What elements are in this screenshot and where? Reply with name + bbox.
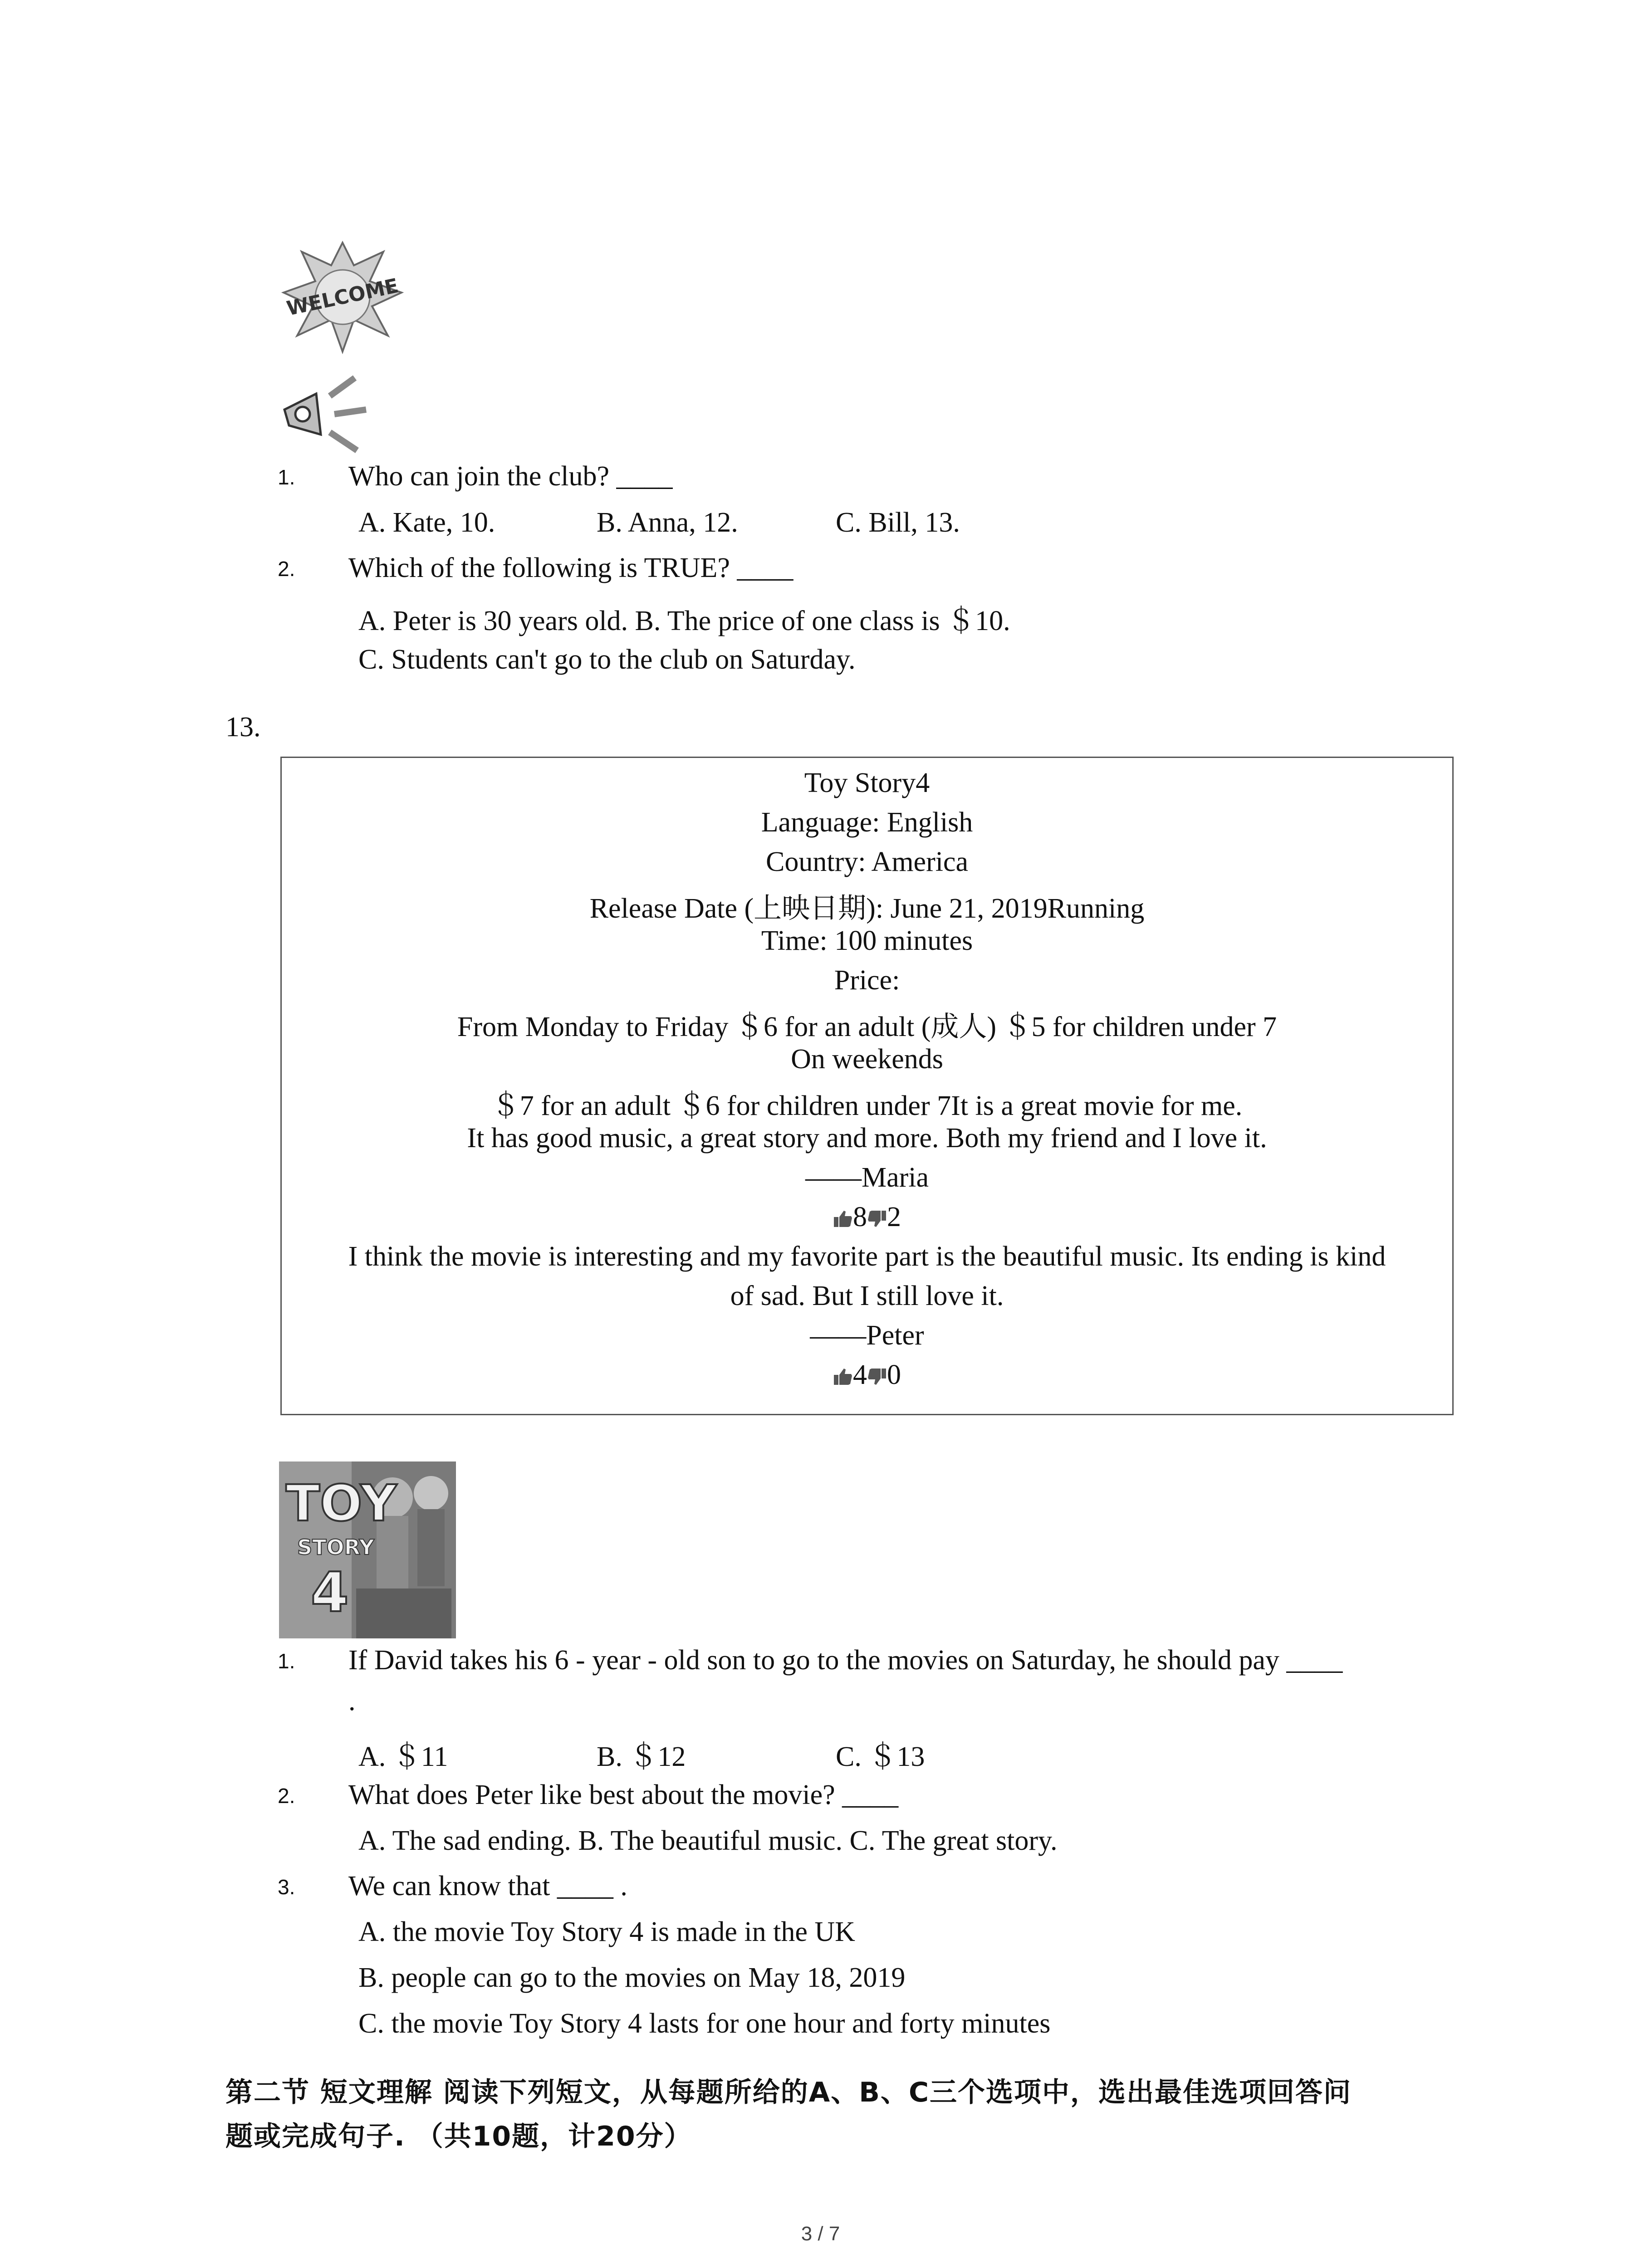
question-number: 3. — [278, 1875, 295, 1899]
movie-language: Language: English — [761, 807, 973, 838]
toy-story-poster — [279, 1461, 456, 1638]
question-text: Which of the following is TRUE? ____ — [348, 552, 794, 583]
price-heading: Price: — [834, 965, 900, 996]
upvote-count: 8 — [853, 1202, 867, 1232]
question-text: Who can join the club? ____ — [348, 461, 673, 492]
question-number: 1. — [278, 1649, 295, 1673]
question-text-continued: . — [348, 1686, 356, 1716]
option-abc: A. The sad ending. B. The beautiful music. C. The great story. — [358, 1825, 1058, 1856]
question-text: We can know that ____ . — [348, 1871, 627, 1901]
review-peter-line2: of sad. But I still love it. — [730, 1281, 1004, 1311]
review-maria: It has good music, a great story and more. Both my friend and I love it. — [467, 1123, 1267, 1154]
question-number: 1. — [278, 465, 295, 489]
option-c: C. Bill, 13. — [836, 507, 960, 538]
thumbs-down-icon — [867, 1210, 887, 1228]
item-number: 13. — [225, 712, 261, 743]
movie-info-box — [280, 757, 1454, 1415]
downvote-count: 2 — [887, 1202, 901, 1232]
option-ab: A. Peter is 30 years old. B. The price of one class is ＄10. — [358, 606, 1010, 636]
option-c: C. the movie Toy Story 4 lasts for one hour and forty minutes — [358, 2008, 1051, 2039]
poster-title: TOY — [286, 1474, 397, 1532]
question-number: 2. — [278, 557, 295, 581]
movie-title: Toy Story4 — [804, 767, 930, 798]
downvote-count: 0 — [887, 1359, 901, 1390]
reviewer-peter: ——Peter — [810, 1320, 924, 1351]
thumbs-up-icon — [833, 1368, 853, 1386]
option-c: C. Students can't go to the club on Saturday. — [358, 644, 856, 675]
weekday-price: From Monday to Friday ＄6 for an adult (成人) ＄5 for children under 7 — [457, 1012, 1277, 1042]
option-a: A. ＄11 — [358, 1741, 448, 1772]
option-b: B. Anna, 12. — [597, 507, 738, 538]
option-a: A. the movie Toy Story 4 is made in the UK — [358, 1916, 855, 1947]
question-text: What does Peter like best about the movie? ____ — [348, 1779, 899, 1810]
thumbs-down-icon — [867, 1368, 887, 1386]
movie-country: Country: America — [766, 846, 968, 877]
weekend-price: ＄7 for an adult ＄6 for children under 7It is a great movie for me. — [491, 1090, 1243, 1121]
section-heading: 第二节 短文理解 阅读下列短文，从每题所给的A、B、C三个选项中，选出最佳选项回答问 — [225, 2077, 1352, 2108]
megaphone-icon — [278, 371, 368, 455]
poster-subtitle: STORY — [297, 1535, 374, 1559]
welcome-text: WELCOME — [284, 274, 401, 321]
page-number: 3 / 7 — [801, 2223, 840, 2245]
option-a: A. Kate, 10. — [358, 507, 495, 538]
movie-release-date: Release Date (上映日期): June 21, 2019Running — [589, 893, 1145, 924]
review-peter-line1: I think the movie is interesting and my favorite part is the beautiful music. Its ending is kind — [348, 1241, 1386, 1272]
option-b: B. people can go to the movies on May 18, 2019 — [358, 1962, 906, 1993]
option-c: C. ＄13 — [836, 1741, 925, 1772]
welcome-image — [279, 238, 406, 358]
section-heading-continued: 题或完成句子. （共10题，计20分） — [225, 2121, 692, 2152]
thumbs-up-icon — [833, 1210, 853, 1228]
question-number: 2. — [278, 1784, 295, 1808]
question-text: If David takes his 6 - year - old son to go to the movies on Saturday, he should pay ____ — [348, 1645, 1343, 1676]
reviewer-maria: ——Maria — [805, 1162, 929, 1193]
movie-running-time: Time: 100 minutes — [761, 925, 973, 956]
maria-votes — [282, 1201, 1452, 1233]
upvote-count: 4 — [853, 1359, 867, 1390]
weekend-heading: On weekends — [791, 1044, 943, 1075]
poster-number: 4 — [311, 1561, 349, 1624]
peter-votes — [282, 1359, 1452, 1391]
option-b: B. ＄12 — [597, 1741, 686, 1772]
